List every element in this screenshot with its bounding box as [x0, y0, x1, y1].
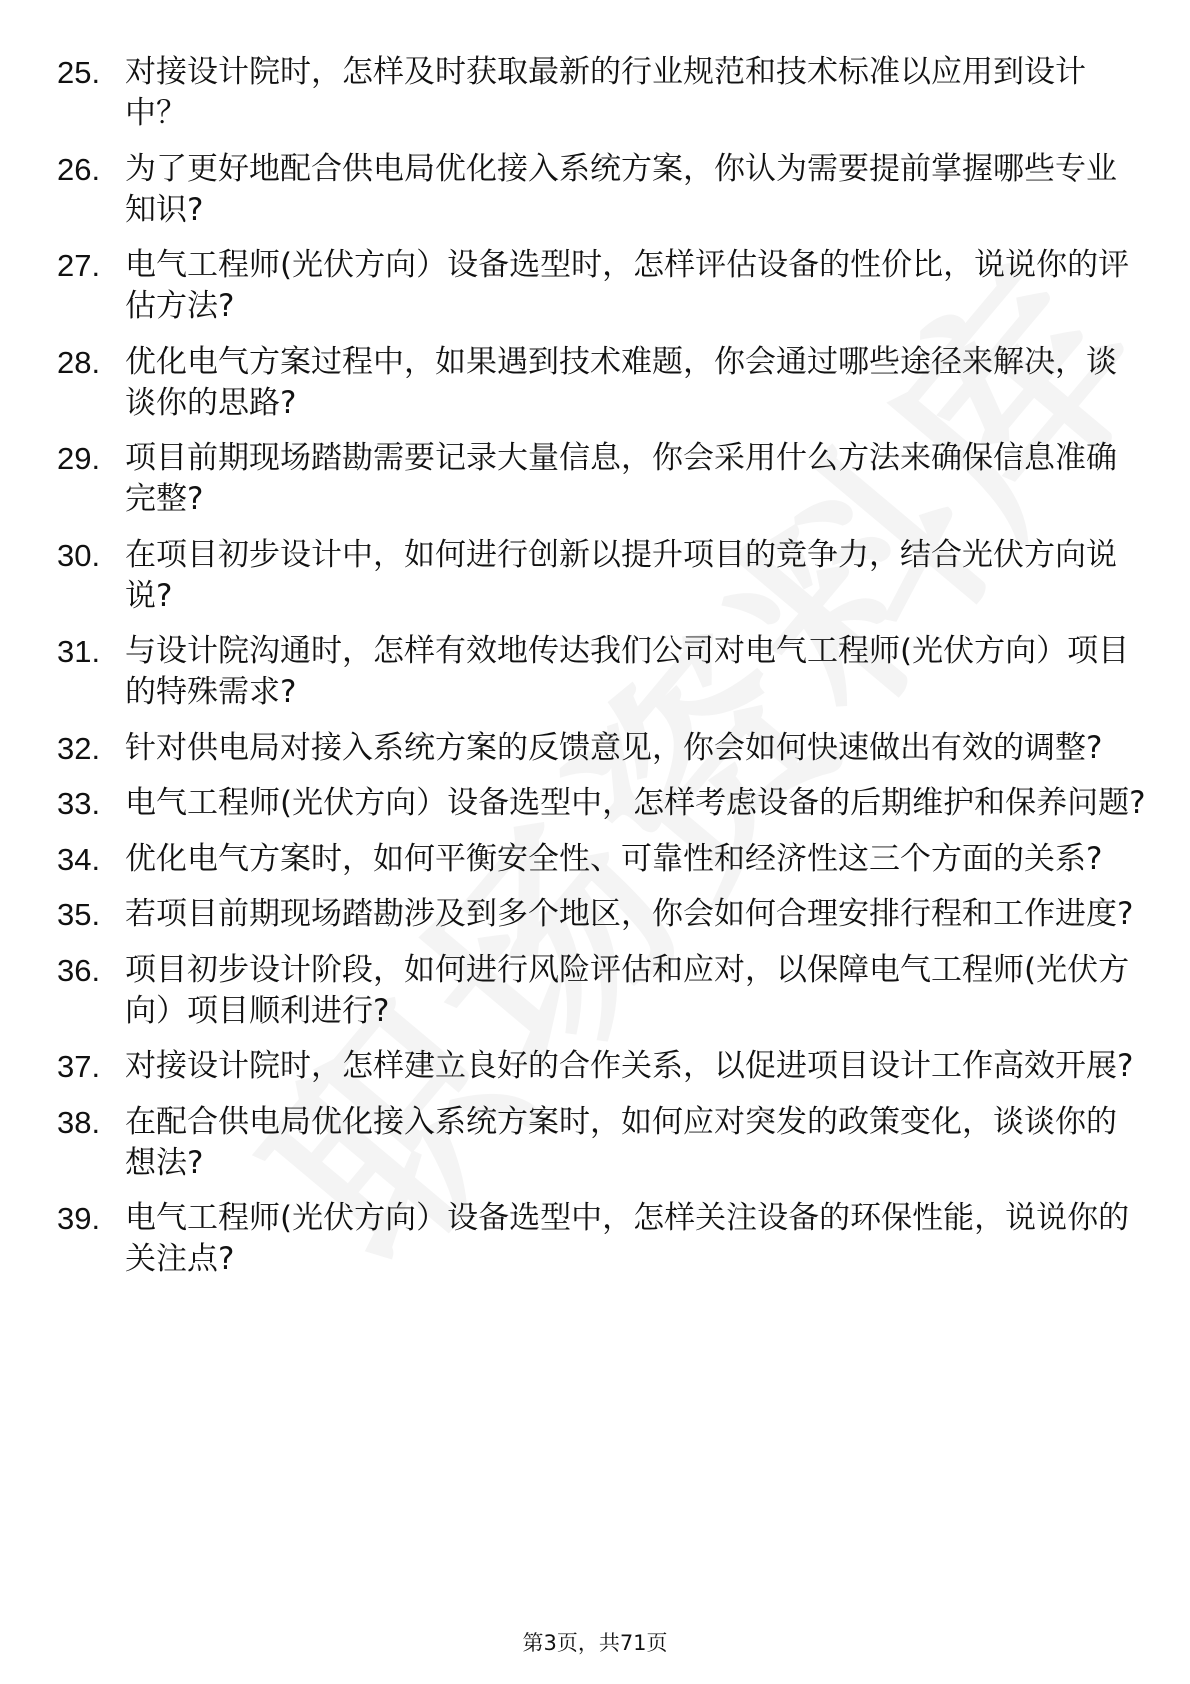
- question-text: 若项目前期现场踏勘涉及到多个地区，你会如何合理安排行程和工作进度?: [125, 896, 1134, 932]
- question-text: 优化电气方案过程中，如果遇到技术难题，你会通过哪些途径来解决，谈谈你的思路?: [125, 343, 1117, 421]
- question-item: [57, 631, 1147, 713]
- question-text: 与设计院沟通时，怎样有效地传达我们公司对电气工程师(光伏方向）项目的特殊需求?: [125, 633, 1130, 710]
- question-text: 对接设计院时，怎样及时获取最新的行业规范和技术标准以应用到设计中？: [125, 54, 1086, 131]
- question-text: 项目初步设计阶段，如何进行风险评估和应对，以保障电气工程师(光伏方向）项目顺利进行?: [125, 951, 1130, 1029]
- question-item: [57, 438, 1147, 520]
- question-number: 31.: [57, 634, 101, 669]
- question-text: 项目前期现场踏勘需要记录大量信息，你会采用什么方法来确保信息准确完整?: [125, 440, 1117, 517]
- question-item: [57, 535, 1147, 617]
- question-number: 38.: [57, 1104, 101, 1140]
- question-number: 37.: [57, 1049, 101, 1084]
- question-text: 电气工程师(光伏方向）设备选型中，怎样关注设备的环保性能，说说你的关注点?: [125, 1200, 1130, 1277]
- question-number: 25.: [57, 55, 101, 90]
- question-item: [57, 1198, 1147, 1280]
- question-text: 电气工程师(光伏方向）设备选型中，怎样考虑设备的后期维护和保养问题?: [125, 785, 1146, 821]
- question-text: 针对供电局对接入系统方案的反馈意见，你会如何快速做出有效的调整?: [125, 729, 1103, 766]
- question-number: 34.: [57, 841, 101, 877]
- question-text: 在配合供电局优化接入系统方案时，如何应对突发的政策变化，谈谈你的想法?: [125, 1103, 1117, 1181]
- question-number: 30.: [57, 537, 101, 573]
- page-footer: 第3页，共71页: [522, 1631, 668, 1655]
- question-list: [57, 52, 1147, 1295]
- question-number: 27.: [57, 248, 101, 283]
- question-item: [57, 52, 1147, 134]
- question-text: 为了更好地配合供电局优化接入系统方案，你认为需要提前掌握哪些专业知识?: [125, 150, 1117, 228]
- question-number: 32.: [57, 730, 101, 766]
- question-number: 35.: [57, 897, 101, 932]
- question-text: 优化电气方案时，如何平衡安全性、可靠性和经济性这三个方面的关系?: [125, 840, 1103, 877]
- question-item: [57, 149, 1147, 231]
- question-number: 29.: [57, 441, 101, 476]
- question-item: [57, 950, 1147, 1032]
- question-item: [57, 894, 1147, 935]
- question-number: 28.: [57, 344, 101, 380]
- question-number: 39.: [57, 1201, 101, 1236]
- question-number: 26.: [57, 151, 101, 187]
- question-item: [57, 1046, 1147, 1087]
- question-item: [57, 245, 1147, 327]
- question-item: [57, 728, 1147, 769]
- question-item: [57, 1102, 1147, 1184]
- question-item: [57, 783, 1147, 824]
- question-text: 电气工程师(光伏方向）设备选型时，怎样评估设备的性价比，说说你的评估方法?: [125, 247, 1130, 324]
- question-number: 36.: [57, 952, 101, 988]
- question-item: [57, 342, 1147, 424]
- question-text: 对接设计院时，怎样建立良好的合作关系，以促进项目设计工作高效开展?: [125, 1048, 1134, 1084]
- question-number: 33.: [57, 786, 101, 821]
- question-item: [57, 839, 1147, 880]
- question-text: 在项目初步设计中，如何进行创新以提升项目的竞争力，结合光伏方向说说?: [125, 536, 1117, 614]
